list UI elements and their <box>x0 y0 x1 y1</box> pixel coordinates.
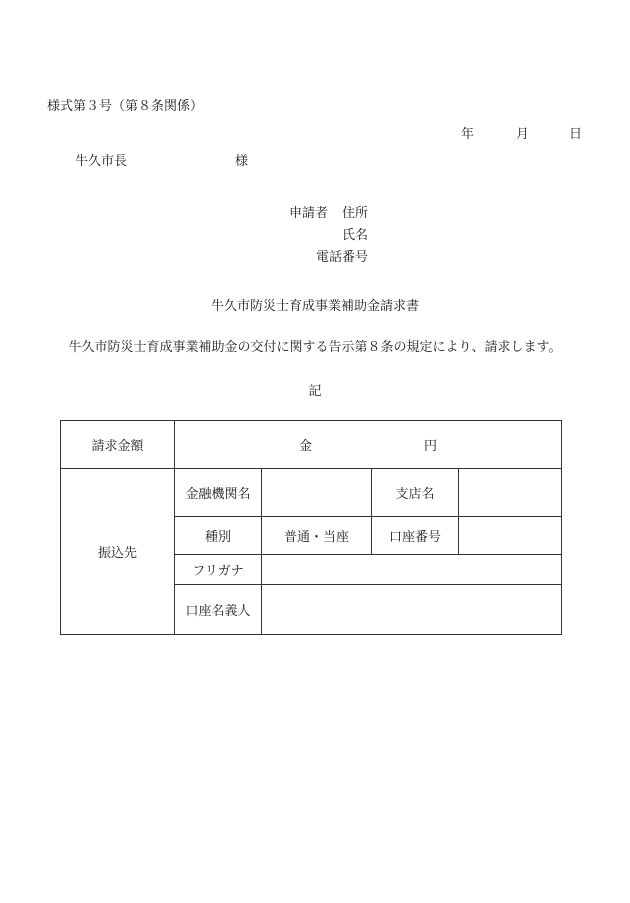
document-title: 牛久市防災士育成事業補助金請求書 <box>210 299 419 314</box>
addressee-name: 牛久市長 <box>75 154 128 169</box>
kin-label: 金 <box>298 439 312 454</box>
claim-amount-field[interactable] <box>175 421 562 469</box>
account-holder-field[interactable] <box>262 585 562 635</box>
furigana-label: フリガナ <box>175 555 262 585</box>
account-number-label: 口座番号 <box>372 517 459 555</box>
transfer-destination-label: 振込先 <box>61 469 175 635</box>
applicant-phone-label: 電話番号 <box>316 250 369 265</box>
date-month-label: 月 <box>516 127 530 142</box>
account-type-label: 種別 <box>175 517 262 555</box>
branch-name-label: 支店名 <box>372 469 459 517</box>
applicant-address-label: 住所 <box>342 206 369 221</box>
ki-heading: 記 <box>308 384 322 399</box>
branch-name-field[interactable] <box>459 469 562 517</box>
form-number: 様式第３号（第８条関係） <box>47 99 204 114</box>
bank-name-field[interactable] <box>262 469 372 517</box>
furigana-field[interactable] <box>262 555 562 585</box>
addressee-honorific: 様 <box>235 154 249 169</box>
account-holder-label: 口座名義人 <box>175 585 262 635</box>
applicant-name-label: 氏名 <box>342 228 369 243</box>
bank-name-label: 金融機関名 <box>175 469 262 517</box>
yen-label: 円 <box>424 439 438 454</box>
account-number-field[interactable] <box>459 517 562 555</box>
date-year-label: 年 <box>461 127 475 142</box>
account-type-value[interactable]: 普通・当座 <box>262 517 372 555</box>
date-day-label: 日 <box>569 127 583 142</box>
applicant-label: 申請者 <box>289 206 329 221</box>
claim-amount-label: 請求金額 <box>61 421 175 469</box>
body-text: 牛久市防災士育成事業補助金の交付に関する告示第８条の規定により、請求します。 <box>68 340 562 355</box>
claim-form-table <box>60 420 562 635</box>
